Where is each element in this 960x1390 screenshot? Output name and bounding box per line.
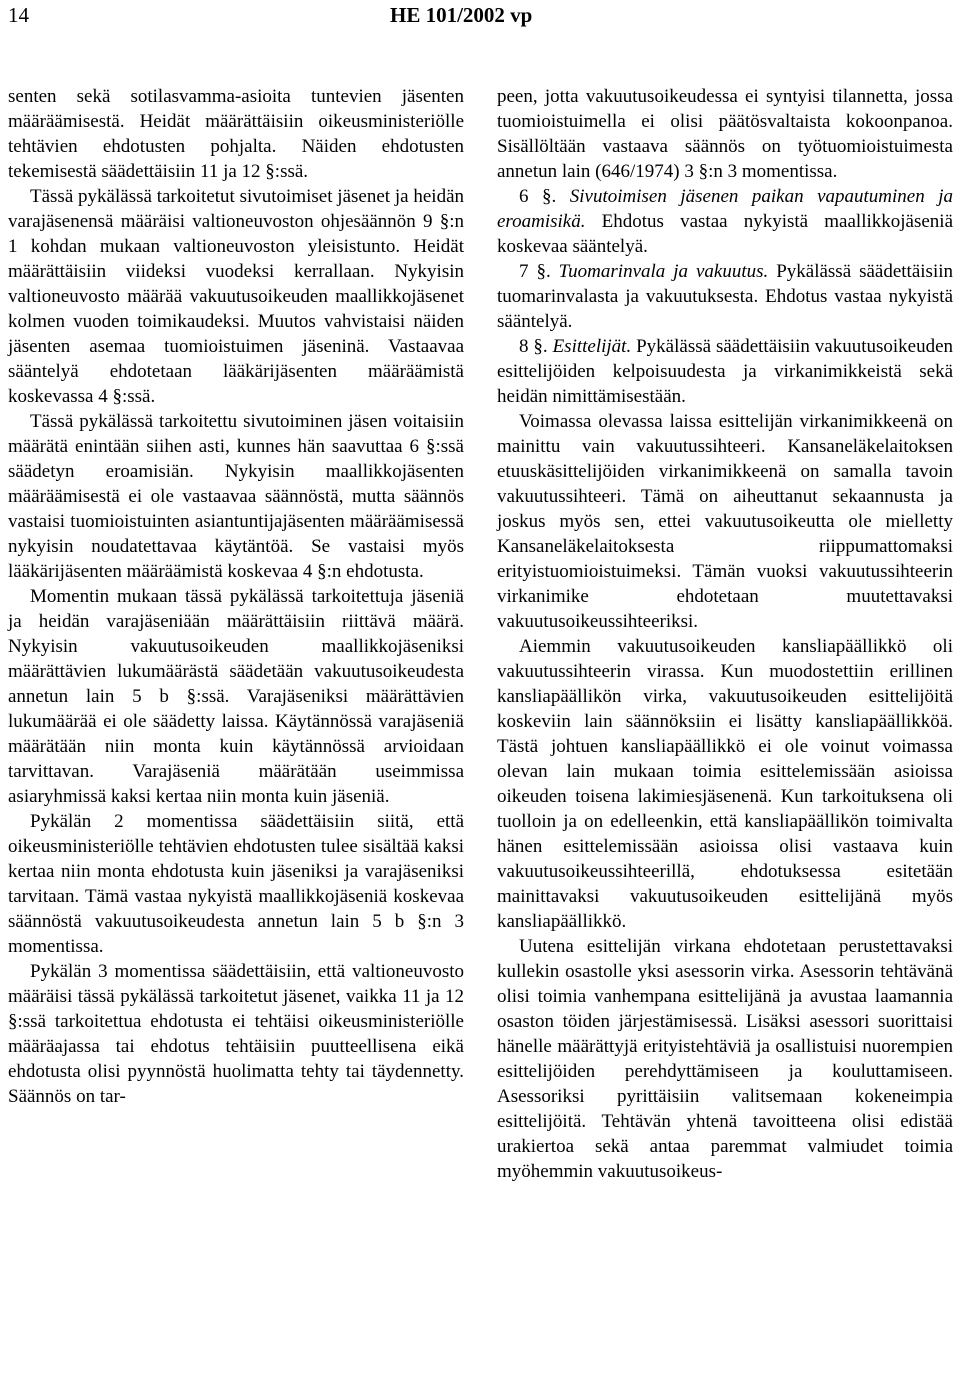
- paragraph: [8, 809, 464, 959]
- section-title: Tuomarinvala ja vakuutus.: [558, 261, 769, 282]
- paragraph: [8, 959, 464, 1109]
- section-number: 7 §.: [519, 261, 551, 282]
- paragraph-text: Tässä pykälässä tarkoitetut sivutoimiset jäsenet ja heidän varajäsenensä määräisi valtioneuvoston ohjesäännön 9 §:n 1 kohdan mukaan valtioneuvoston yleisistunto. Heidät määrättäisiin viideksi vuodeksi kerrallaan. Nykyisin valtioneuvosto määrää vakuutusoikeuden maallikkojäsenet kolmen vuoden toimikaudeksi. Muutos vahvistaisi näiden jäsenten asemaa tuomioistuimen jäseninä. Vastaavaa sääntelyä ehdotetaan lääkärijäsenten määräämistä koskevassa 4 §:ssä.: [8, 186, 464, 407]
- paragraph-text: Tässä pykälässä tarkoitettu sivutoiminen jäsen voitaisiin määrätä enintään siihen asti, kunnes hän saavuttaa 6 §:ssä säädetyn eroamisiän. Nykyisin maallikkojäsenten määräämisestä ei ole vastaavaa säännöstä, mutta säännös vastaisi tuomioistuinten asiantuntijajäsenten määräämisessä nykyisin noudatettavaa käytäntöä. Se vastaisi myös lääkärijäsenten määräämistä koskevaa 4 §:n ehdotusta.: [8, 411, 464, 582]
- page-number: 14: [8, 3, 29, 27]
- paragraph: [8, 184, 464, 409]
- paragraph: [497, 934, 953, 1184]
- paragraph-text: senten sekä sotilasvamma-asioita tuntevien jäsenten määräämisestä. Heidät määrättäisiin oikeusministeriölle tehtävien ehdotusten pohjalta. Näiden ehdotusten tekemisestä säädettäisiin 11 ja 12 §:ssä.: [8, 86, 464, 182]
- paragraph-text: Pykälän 3 momentissa säädettäisiin, että valtioneuvosto määräisi tässä pykälässä tarkoitetut jäsenet, vaikka 11 ja 12 §:ssä tarkoitettua ehdotusta ei tehtäisi oikeusministeriölle määräajassa tai ehdotus tehtäisiin puutteellisena eikä ehdotusta olisi pyynnöstä huolimatta tehty tai täydennetty. Säännös on tar-: [8, 961, 464, 1107]
- section-paragraph: [497, 184, 953, 259]
- section-text: Pykälässä säädettäisiin vakuutusoikeuden esittelijöiden kelpoisuudesta ja virkanimikkeistä sekä heidän nimittämisestään.: [497, 336, 954, 407]
- section-number: 8 §.: [519, 336, 548, 357]
- section-text: Ehdotus vastaa nykyistä maallikkojäseniä koskevaa sääntelyä.: [497, 211, 954, 257]
- paragraph: [497, 634, 953, 934]
- paragraph: [497, 409, 953, 634]
- left-column: [8, 84, 464, 1109]
- paragraph-text: Momentin mukaan tässä pykälässä tarkoitettuja jäseniä ja heidän varajäseniään määrättäisiin riittävä määrä. Nykyisin vakuutusoikeuden maallikkojäseniksi määrättävien lukumäärästä säädetään vakuutusoikeudesta annetun lain 5 b §:ssä. Varajäseniksi määrättävien lukumäärää ei ole säädetty laissa. Käytännössä varajäseniä määrätään niin monta kuin käytännössä arvioidaan tarvittavan. Varajäseniä määrätään useimmissa asiaryhmissä kaksi kertaa niin monta kuin jäseniä.: [8, 586, 464, 807]
- section-text: Pykälässä säädettäisiin tuomarinvalasta ja vakuutuksesta. Ehdotus vastaa nykyistä sääntelyä.: [497, 261, 953, 332]
- paragraph-continuation: [497, 84, 953, 184]
- section-number: 6 §.: [519, 186, 557, 207]
- paragraph-continuation: [8, 84, 464, 184]
- right-column: [497, 84, 953, 1184]
- paragraph-text: Voimassa olevassa laissa esittelijän virkanimikkeenä on mainittu vain vakuutussihteeri. Kansaneläkelaitoksen etuuskäsittelijöiden virkanimikkeenä on samalla tavoin vakuutussihteeri. Tämä on aiheuttanut sekaannusta ja joskus myös sen, ettei vakuutusoikeutta ole mielletty Kansaneläkelaitoksesta riippumattomaksi erityistuomioistuimeksi. Tämän vuoksi vakuutussihteerin virkanimike ehdotetaan muutettavaksi vakuutusoikeussihteeriksi.: [497, 411, 953, 632]
- paragraph-text: Pykälän 2 momentissa säädettäisiin siitä, että oikeusministeriölle tehtävien ehdotusten tulee sisältää kaksi kertaa niin monta ehdotusta kuin jäseniksi ja varajäseniksi tarvitaan. Tämä vastaa nykyistä maallikkojäseniä koskevaa säännöstä vakuutusoikeudesta annetun lain 5 b §:n 3 momentissa.: [8, 811, 464, 957]
- section-paragraph: [497, 259, 953, 334]
- paragraph-text: peen, jotta vakuutusoikeudessa ei syntyisi tilannetta, jossa tuomioistuimella ei olisi päätösvaltaista kokoonpanoa. Sisällöltään vastaava säännös on työtuomioistuimesta annetun lain (646/1974) 3 §:n 3 momentissa.: [497, 86, 953, 182]
- running-head: HE 101/2002 vp: [390, 3, 533, 27]
- paragraph: [8, 409, 464, 584]
- section-paragraph: [497, 334, 953, 409]
- paragraph-text: Uutena esittelijän virkana ehdotetaan perustettavaksi kullekin osastolle yksi asessorin virka. Asessorin tehtävänä olisi toimia vanhempana esittelijänä ja avustaa laamannia osaston töiden järjestämisessä. Lisäksi asessori suorittaisi hänelle määrättyjä erityistehtäviä ja osallistuisi nuorempien esittelijöiden perehdyttämiseen ja kouluttamiseen. Asessoriksi pyrittäisiin valitsemaan kokeneimpia esittelijöitä. Tehtävän yhtenä tavoitteena olisi edistää urakiertoa sekä antaa paremmat valmiudet toimia myöhemmin vakuutusoikeus-: [497, 936, 953, 1182]
- paragraph-text: Aiemmin vakuutusoikeuden kansliapäällikkö oli vakuutussihteerin virassa. Kun muodostettiin erillinen kansliapäällikön virka, vakuutusoikeuden esittelijöitä koskeviin lain säännöksiin ei lisätty kansliapäällikköä. Tästä johtuen kansliapäällikkö ei ole voinut voimassa olevan lain mukaan toimia esittelemissään asioissa oikeuden toisena lakimiesjäsenenä. Kun tarkoituksena oli tuolloin ja on edelleenkin, että kansliapäällikön toimivalta hänen esittelemissään asioissa olisi vastaava kuin vakuutusoikeussihteerillä, ehdotuksessa esitetään mainittavaksi vakuutusoikeuden esittelijänä myös kansliapäällikkö.: [497, 636, 953, 932]
- section-title: Esittelijät.: [552, 336, 632, 357]
- section-title: Sivutoimisen jäsenen paikan vapautuminen ja eroamisikä.: [497, 186, 954, 232]
- paragraph: [8, 584, 464, 809]
